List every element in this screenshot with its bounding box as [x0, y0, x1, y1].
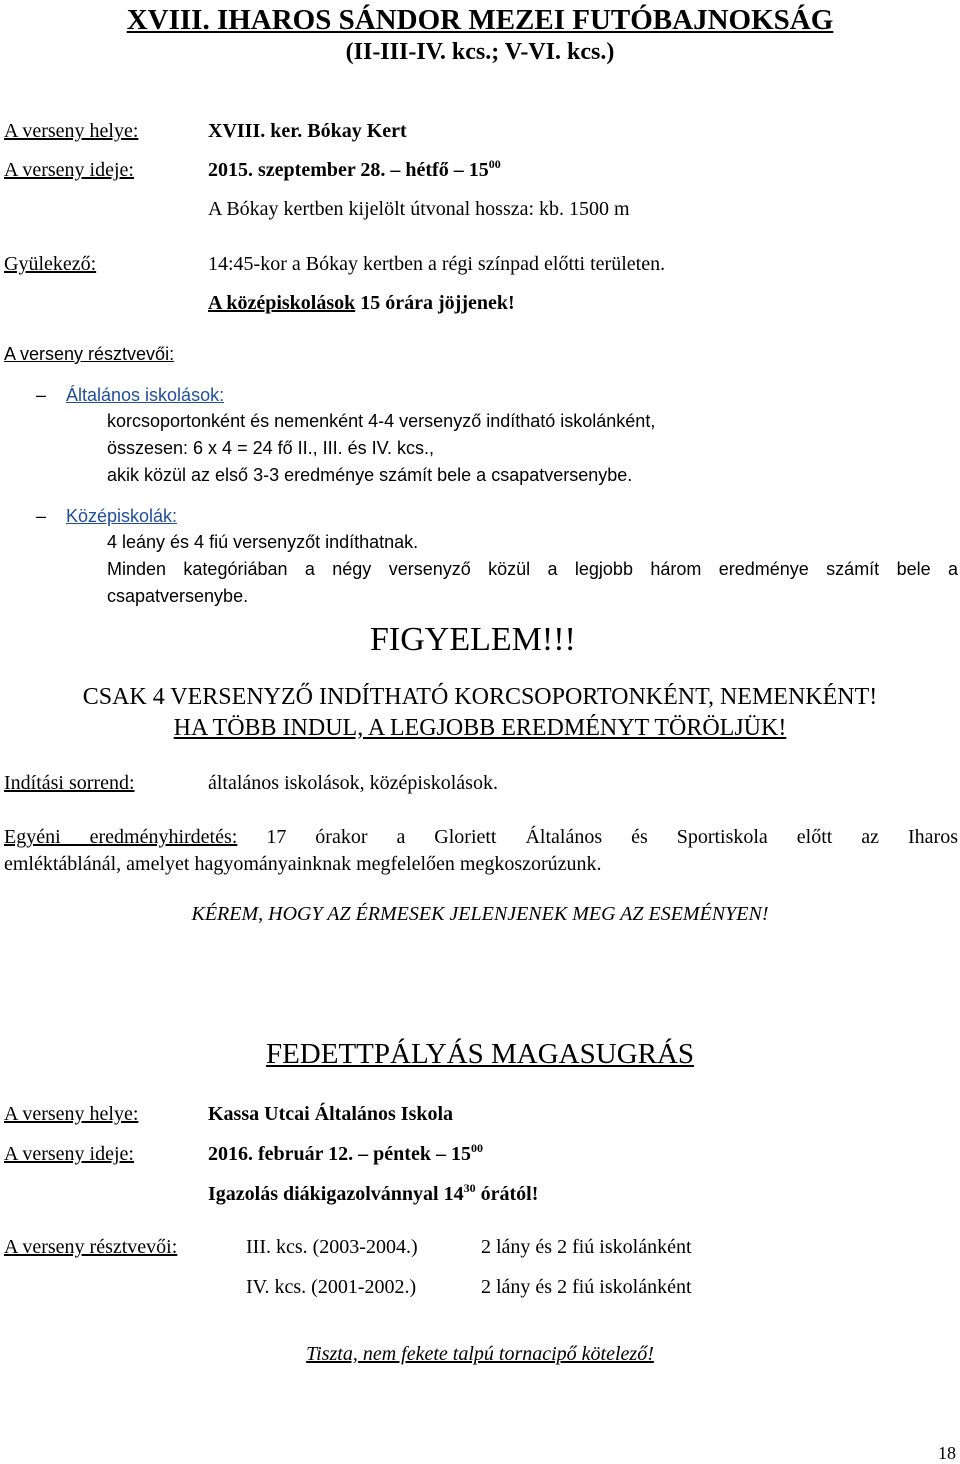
race1-route-length: A Bókay kertben kijelölt útvonal hossza: kb. 1500 m	[208, 198, 630, 220]
race2-participant-quota: 2 lány és 2 fiú iskolánként	[481, 1236, 692, 1258]
race2-title: FEDETTPÁLYÁS MAGASUGRÁS	[265, 1038, 695, 1070]
awards-line1: Egyéni eredményhirdetés: 17 órakor a Gloriett Általános és Sportiskola előtt az Iharos	[4, 826, 958, 848]
race2-participants-label: A verseny résztvevői:	[4, 1236, 178, 1258]
race2-date-value: 2016. február 12. – péntek – $15^{00}$	[208, 1141, 483, 1165]
race1-highschool-note: A középiskolások 15 órára jöjjenek!	[208, 292, 515, 314]
race2-id-check: Igazolás diákigazolvánnyal $14^{30}$ órától!	[208, 1181, 539, 1205]
race2-participant-group: III. kcs. (2003-2004.)	[246, 1236, 418, 1258]
shoe-note: Tiszta, nem fekete talpú tornacipő kötelező!	[306, 1343, 654, 1365]
race1-title-line2: (II-III-IV. kcs.; V-VI. kcs.)	[345, 39, 615, 65]
secondary-line3: csapatversenybe.	[107, 586, 249, 606]
race1-venue-value: XVIII. ker. Bókay Kert	[208, 120, 407, 142]
race1-gathering-value: 14:45-kor a Bókay kertben a régi színpad előtti területen.	[208, 253, 666, 275]
page-number: 18	[938, 1443, 956, 1463]
warning-line2: HA TÖBB INDUL, A LEGJOBB EREDMÉNYT TÖRÖLJÜK!	[173, 715, 787, 741]
race2-venue-label: A verseny helye:	[4, 1103, 139, 1125]
elementary-heading: Általános iskolások:	[66, 385, 225, 405]
race2-participant-group: IV. kcs. (2001-2002.)	[246, 1276, 417, 1298]
elementary-line3: akik közül az első 3-3 eredménye számít bele a csapatversenybe.	[107, 465, 633, 485]
race1-date-label: A verseny ideje:	[4, 159, 134, 181]
attention-heading: FIGYELEM!!!	[370, 621, 576, 658]
race2-venue-value: Kassa Utcai Általános Iskola	[208, 1103, 454, 1125]
elementary-line1: korcsoportonként és nemenként 4-4 versenyző indítható iskolánként,	[107, 411, 656, 431]
race1-title-line1: XVIII. IHAROS SÁNDOR MEZEI FUTÓBAJNOKSÁG	[126, 4, 834, 36]
start-order-value: általános iskolások, középiskolások.	[208, 772, 498, 794]
elementary-heading-row: – Általános iskolások:	[36, 385, 225, 405]
warning-line1: CSAK 4 VERSENYZŐ INDÍTHATÓ KORCSOPORTONKÉNT, NEMENKÉNT!	[82, 684, 878, 710]
start-order-label: Indítási sorrend:	[4, 772, 135, 794]
secondary-heading-row: – Középiskolák:	[36, 506, 178, 526]
race1-gathering-label: Gyülekező:	[4, 253, 97, 275]
race1-date-value: 2015. szeptember 28. – hétfő – $15^{00}$	[208, 157, 501, 181]
awards-line2: emléktáblánál, amelyet hagyományainknak megfelelően megkoszorúzunk.	[4, 853, 602, 875]
secondary-line2: Minden kategóriában a négy versenyző közül a legjobb három eredménye számít bele a	[107, 559, 958, 579]
medalists-note: KÉREM, HOGY AZ ÉRMESEK JELENJENEK MEG AZ ESEMÉNYEN!	[191, 903, 769, 925]
race2-participant-quota: 2 lány és 2 fiú iskolánként	[481, 1276, 692, 1298]
secondary-line1: 4 leány és 4 fiú versenyzőt indíthatnak.	[107, 532, 419, 552]
elementary-line2: összesen: 6 x 4 = 24 fő II., III. és IV. kcs.,	[107, 438, 434, 458]
race1-venue-label: A verseny helye:	[4, 120, 139, 142]
secondary-heading: Középiskolák:	[66, 506, 178, 526]
race1-participants-label: A verseny résztvevői:	[4, 344, 175, 364]
race2-date-label: A verseny ideje:	[4, 1143, 134, 1165]
